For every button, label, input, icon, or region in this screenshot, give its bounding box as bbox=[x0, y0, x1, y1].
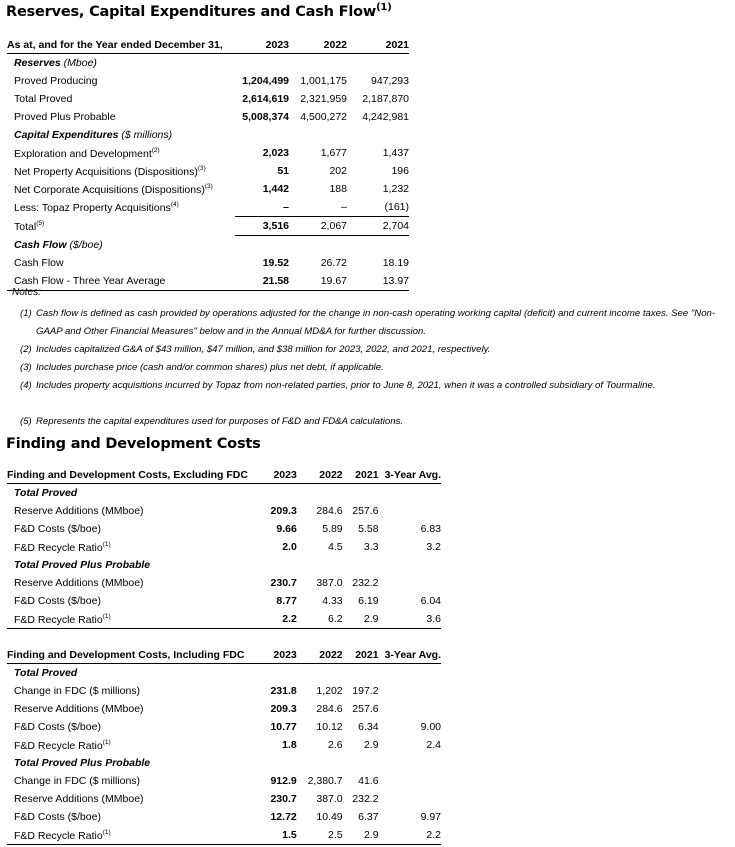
row-label bbox=[7, 272, 235, 291]
cell-value bbox=[379, 790, 441, 808]
table-row bbox=[7, 502, 441, 520]
cell-value bbox=[379, 682, 441, 700]
section-title-text: Reserves bbox=[14, 57, 61, 69]
table-row bbox=[7, 826, 441, 845]
section-title-text: Total Proved Plus Probable bbox=[14, 757, 151, 769]
header-col: 2021 bbox=[343, 466, 379, 484]
section-title bbox=[7, 754, 441, 772]
header-col: 3-Year Avg. bbox=[379, 466, 441, 484]
cell-value: 2,380.7 bbox=[307, 775, 343, 787]
row-label bbox=[7, 808, 257, 826]
header-col: 2021 bbox=[347, 36, 409, 54]
cell-value: 209.3 bbox=[270, 505, 297, 517]
row-label-text: F&D Recycle Ratio bbox=[14, 613, 103, 626]
row-label bbox=[7, 90, 235, 108]
row-label-text: Reserve Additions (MMboe) bbox=[14, 703, 144, 715]
row-label-text: Total Proved bbox=[14, 93, 73, 105]
cell-value: 232.2 bbox=[352, 577, 379, 589]
row-label bbox=[7, 198, 235, 217]
row-label-text: Reserve Additions (MMboe) bbox=[14, 577, 144, 589]
section-row bbox=[7, 54, 409, 73]
section-title bbox=[7, 664, 441, 683]
row-label bbox=[7, 574, 257, 592]
cell-value: 3.3 bbox=[363, 541, 379, 553]
table-row bbox=[7, 520, 441, 538]
section-title-text: Total Proved bbox=[14, 667, 78, 679]
cell-value: 202 bbox=[329, 165, 347, 177]
header-col: 2023 bbox=[235, 36, 289, 54]
table-row bbox=[7, 610, 441, 629]
header-col: 2022 bbox=[289, 36, 347, 54]
reserves-capex-cashflow-table bbox=[7, 36, 409, 291]
cell-value: – bbox=[235, 198, 289, 217]
table-row bbox=[7, 808, 441, 826]
cell-value: 2.9 bbox=[343, 826, 379, 845]
table-row bbox=[7, 538, 441, 556]
table-row bbox=[7, 108, 409, 126]
cell-value: 1,202 bbox=[316, 685, 343, 697]
section-title bbox=[7, 126, 409, 144]
note-number: (3) bbox=[20, 362, 32, 373]
row-label-text: F&D Recycle Ratio bbox=[14, 739, 103, 752]
cell-value: 10.49 bbox=[316, 811, 343, 823]
header-row bbox=[7, 646, 441, 664]
cell-value: 387.0 bbox=[316, 793, 343, 805]
cell-value: 197.2 bbox=[352, 685, 379, 697]
section-row bbox=[7, 126, 409, 144]
cell-value: (161) bbox=[347, 198, 409, 217]
table-row bbox=[7, 772, 441, 790]
note-text: Includes purchase price (cash and/or common shares) plus net debt, if applicable. bbox=[36, 362, 384, 373]
row-label-text: Change in FDC ($ millions) bbox=[14, 775, 141, 787]
table-row bbox=[7, 718, 441, 736]
header-col: 2022 bbox=[297, 466, 343, 484]
cell-value: 1,442 bbox=[262, 183, 289, 195]
cell-value: 3,516 bbox=[235, 217, 289, 236]
cell-value: 21.58 bbox=[235, 272, 289, 291]
footnote-ref: (2) bbox=[151, 146, 160, 154]
cell-value: 18.19 bbox=[382, 257, 409, 269]
table-row bbox=[7, 162, 409, 180]
row-label-text: Less: Topaz Property Acquisitions bbox=[14, 201, 171, 214]
row-label-text: Proved Producing bbox=[14, 75, 98, 87]
cell-value: 2,067 bbox=[289, 217, 347, 236]
row-label bbox=[7, 592, 257, 610]
table-row bbox=[7, 217, 409, 236]
cell-value: 2.0 bbox=[282, 541, 297, 553]
note-number: (5) bbox=[20, 416, 32, 427]
cell-value: 19.52 bbox=[262, 257, 289, 269]
cell-value: 19.67 bbox=[289, 272, 347, 291]
row-label bbox=[7, 826, 257, 845]
table-row bbox=[7, 682, 441, 700]
cell-value: 2.2 bbox=[257, 610, 297, 629]
cell-value: 2.6 bbox=[328, 739, 343, 751]
section-unit: ($/boe) bbox=[69, 239, 103, 251]
cell-value: 196 bbox=[391, 165, 409, 177]
row-label-text: F&D Costs ($/boe) bbox=[14, 523, 101, 535]
cell-value: 284.6 bbox=[316, 505, 343, 517]
cell-value bbox=[379, 772, 441, 790]
section-row bbox=[7, 754, 441, 772]
row-label-text: Net Corporate Acquisitions (Dispositions) bbox=[14, 183, 205, 196]
section-row bbox=[7, 556, 441, 574]
cell-value: 2,023 bbox=[262, 147, 289, 159]
table-row bbox=[7, 736, 441, 754]
cell-value: 1,232 bbox=[382, 183, 409, 195]
row-label bbox=[7, 144, 235, 162]
row-label bbox=[7, 736, 257, 754]
cell-value: 5,008,374 bbox=[242, 111, 289, 123]
row-label bbox=[7, 254, 235, 272]
cell-value: 3.2 bbox=[426, 541, 441, 553]
cell-value: 2,321,959 bbox=[300, 93, 347, 105]
cell-value: 6.2 bbox=[297, 610, 343, 629]
cell-value: 2.4 bbox=[426, 739, 441, 751]
table-row bbox=[7, 592, 441, 610]
cell-value: 230.7 bbox=[270, 793, 297, 805]
cell-value: 4,242,981 bbox=[362, 111, 409, 123]
cell-value: 4.33 bbox=[322, 595, 343, 607]
table-row bbox=[7, 72, 409, 90]
cell-value: 209.3 bbox=[270, 703, 297, 715]
page-title bbox=[6, 2, 392, 20]
section-title bbox=[7, 484, 441, 503]
row-label-text: Net Property Acquisitions (Dispositions) bbox=[14, 165, 198, 178]
row-label bbox=[7, 610, 257, 629]
cell-value bbox=[379, 502, 441, 520]
table-row bbox=[7, 574, 441, 592]
cell-value: 2,187,870 bbox=[362, 93, 409, 105]
table-row bbox=[7, 272, 409, 291]
cell-value bbox=[379, 700, 441, 718]
row-label bbox=[7, 682, 257, 700]
row-label-text: F&D Costs ($/boe) bbox=[14, 811, 101, 823]
section-title-text: Total Proved bbox=[14, 487, 78, 499]
cell-value: 5.89 bbox=[322, 523, 343, 535]
cell-value: 12.72 bbox=[270, 811, 297, 823]
row-label-text: Cash Flow bbox=[14, 257, 64, 269]
table-row bbox=[7, 144, 409, 162]
row-label-text: F&D Recycle Ratio bbox=[14, 829, 103, 842]
header-label: Finding and Development Costs, Excluding FDC bbox=[7, 466, 257, 484]
note-text: Cash flow is defined as cash provided by operations adjusted for the change in non-cash operating working capital (deficit) and current income taxes. See "Non-GAAP and Other Financial Measures" below and in the Annual MD&A for further discussion. bbox=[36, 308, 716, 337]
cell-value bbox=[379, 574, 441, 592]
section-title-text: Total Proved Plus Probable bbox=[14, 559, 151, 571]
header-label: As at, and for the Year ended December 31, bbox=[7, 36, 235, 54]
cell-value: 13.97 bbox=[347, 272, 409, 291]
section-unit: (Mboe) bbox=[63, 57, 97, 69]
row-label bbox=[7, 790, 257, 808]
cell-value: 1,437 bbox=[382, 147, 409, 159]
note-text: Represents the capital expenditures used for purposes of F&D and FD&A calculations. bbox=[36, 416, 404, 427]
row-label bbox=[7, 217, 235, 236]
row-label bbox=[7, 502, 257, 520]
row-label-text: F&D Costs ($/boe) bbox=[14, 595, 101, 607]
cell-value: 2.5 bbox=[297, 826, 343, 845]
footnote-ref: (1) bbox=[102, 828, 111, 836]
section-row bbox=[7, 664, 441, 683]
fd-costs-including-fdc-table bbox=[7, 646, 441, 845]
note-number: (2) bbox=[20, 344, 32, 355]
table-row bbox=[7, 90, 409, 108]
cell-value: 26.72 bbox=[320, 257, 347, 269]
row-label bbox=[7, 718, 257, 736]
cell-value: 8.77 bbox=[276, 595, 297, 607]
cell-value: 1.5 bbox=[257, 826, 297, 845]
row-label-text: F&D Recycle Ratio bbox=[14, 541, 103, 554]
table-row bbox=[7, 198, 409, 217]
notes-heading: Notes: bbox=[12, 287, 41, 298]
cell-value: 2.2 bbox=[379, 826, 441, 845]
cell-value: 10.77 bbox=[270, 721, 297, 733]
section-title bbox=[7, 54, 409, 73]
row-label bbox=[7, 180, 235, 198]
fd-costs-excluding-fdc-table bbox=[7, 466, 441, 629]
title-footnote: (1) bbox=[376, 2, 392, 13]
cell-value: 188 bbox=[329, 183, 347, 195]
note-item bbox=[20, 341, 730, 359]
cell-value: 10.12 bbox=[316, 721, 343, 733]
section-title-text: Capital Expenditures bbox=[14, 129, 119, 141]
cell-value: 231.8 bbox=[270, 685, 297, 697]
cell-value: 257.6 bbox=[352, 703, 379, 715]
cell-value: 1,204,499 bbox=[242, 75, 289, 87]
cell-value: 4.5 bbox=[328, 541, 343, 553]
cell-value: 387.0 bbox=[316, 577, 343, 589]
cell-value: 1,001,175 bbox=[300, 75, 347, 87]
table-row bbox=[7, 180, 409, 198]
section-title-text: Cash Flow bbox=[14, 239, 67, 251]
row-label-text: Proved Plus Probable bbox=[14, 111, 116, 123]
row-label bbox=[7, 700, 257, 718]
footnote-ref: (3) bbox=[197, 164, 206, 172]
cell-value: 6.34 bbox=[358, 721, 379, 733]
cell-value: 9.00 bbox=[420, 721, 441, 733]
section-title bbox=[7, 236, 409, 255]
note-text: Includes capitalized G&A of $43 million, $47 million, and $38 million for 2023, 2022, and 2021, respectively. bbox=[36, 344, 491, 355]
row-label bbox=[7, 108, 235, 126]
cell-value: 6.37 bbox=[358, 811, 379, 823]
section-title-fd-costs: Finding and Development Costs bbox=[6, 436, 261, 452]
footnote-ref: (1) bbox=[102, 540, 111, 548]
header-col: 3-Year Avg. bbox=[379, 646, 441, 664]
cell-value: 2,614,619 bbox=[242, 93, 289, 105]
cell-value: 1.8 bbox=[282, 739, 297, 751]
header-col: 2021 bbox=[343, 646, 379, 664]
header-row bbox=[7, 36, 409, 54]
row-label bbox=[7, 162, 235, 180]
header-col: 2023 bbox=[257, 646, 297, 664]
cell-value: 2,704 bbox=[347, 217, 409, 236]
cell-value: 6.83 bbox=[420, 523, 441, 535]
row-label-text: F&D Costs ($/boe) bbox=[14, 721, 101, 733]
cell-value: 4,500,272 bbox=[300, 111, 347, 123]
header-label: Finding and Development Costs, Including FDC bbox=[7, 646, 257, 664]
note-item bbox=[20, 377, 730, 395]
note-item bbox=[20, 359, 730, 377]
cell-value: 6.04 bbox=[420, 595, 441, 607]
cell-value: 5.58 bbox=[358, 523, 379, 535]
note-item bbox=[20, 413, 730, 431]
note-item bbox=[20, 305, 730, 340]
row-label-text: Cash Flow - Three Year Average bbox=[14, 275, 166, 287]
cell-value: 6.19 bbox=[358, 595, 379, 607]
note-number: (1) bbox=[20, 308, 32, 319]
table-row bbox=[7, 254, 409, 272]
cell-value: 257.6 bbox=[352, 505, 379, 517]
footnote-ref: (1) bbox=[102, 612, 111, 620]
cell-value: 232.2 bbox=[352, 793, 379, 805]
cell-value: 2.9 bbox=[343, 610, 379, 629]
header-col: 2023 bbox=[257, 466, 297, 484]
cell-value: 947,293 bbox=[371, 75, 409, 87]
section-unit: ($ millions) bbox=[121, 129, 173, 141]
row-label-text: Change in FDC ($ millions) bbox=[14, 685, 141, 697]
header-row bbox=[7, 466, 441, 484]
row-label-text: Exploration and Development bbox=[14, 147, 152, 160]
cell-value: 284.6 bbox=[316, 703, 343, 715]
cell-value: 3.6 bbox=[379, 610, 441, 629]
row-label bbox=[7, 520, 257, 538]
cell-value: 41.6 bbox=[358, 775, 379, 787]
row-label-text: Reserve Additions (MMboe) bbox=[14, 505, 144, 517]
row-label-text: Reserve Additions (MMboe) bbox=[14, 793, 144, 805]
section-row bbox=[7, 484, 441, 503]
page-title-text: Reserves, Capital Expenditures and Cash Flow bbox=[6, 4, 377, 20]
section-title bbox=[7, 556, 441, 574]
row-label bbox=[7, 772, 257, 790]
row-label bbox=[7, 538, 257, 556]
cell-value: 9.66 bbox=[276, 523, 297, 535]
cell-value: 912.9 bbox=[270, 775, 297, 787]
footnote-ref: (5) bbox=[36, 219, 45, 227]
cell-value: 230.7 bbox=[270, 577, 297, 589]
header-col: 2022 bbox=[297, 646, 343, 664]
note-text: Includes property acquisitions incurred by Topaz from non-related parties, prior to June 8, 2021, when it was a controlled subsidiary of Tourmaline. bbox=[36, 380, 656, 391]
cell-value: 9.97 bbox=[420, 811, 441, 823]
cell-value: 51 bbox=[277, 165, 289, 177]
note-number: (4) bbox=[20, 380, 32, 391]
cell-value: 1,677 bbox=[320, 147, 347, 159]
row-label-text: Total bbox=[14, 220, 37, 233]
cell-value: – bbox=[289, 198, 347, 217]
footnote-ref: (1) bbox=[102, 738, 111, 746]
section-row bbox=[7, 236, 409, 255]
cell-value: 2.9 bbox=[363, 739, 379, 751]
footnote-ref: (3) bbox=[204, 182, 213, 190]
table-row bbox=[7, 700, 441, 718]
table-row bbox=[7, 790, 441, 808]
row-label bbox=[7, 72, 235, 90]
footnote-ref: (4) bbox=[170, 200, 179, 208]
